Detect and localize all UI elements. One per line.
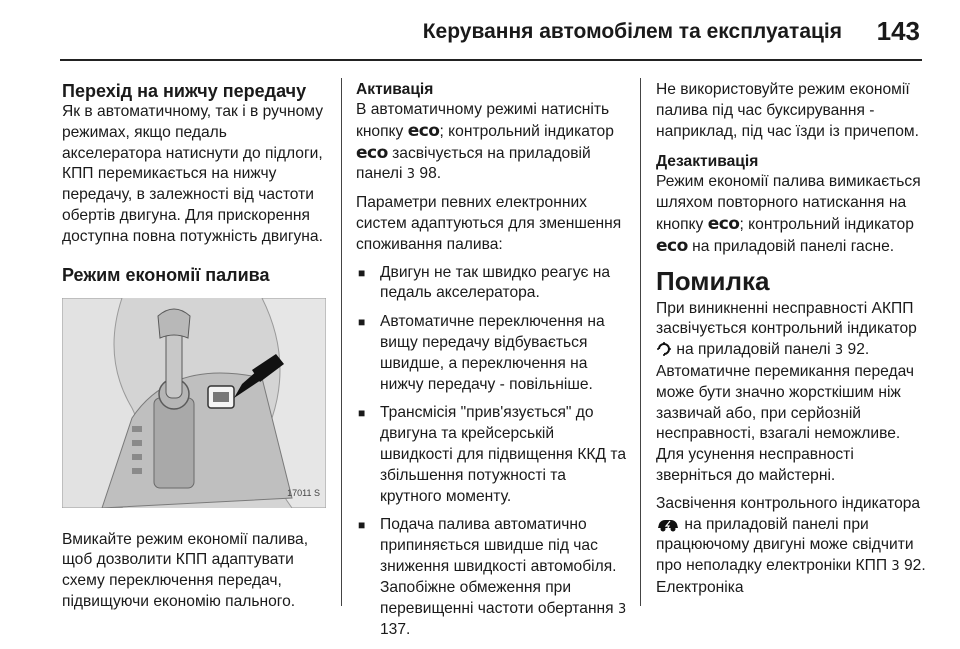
list-item: ■ Автоматичне переключення на вищу передачу відбувається швидше, а переключення на нижчу передачу - повільніше. [356, 312, 628, 395]
eco-effects-list [356, 263, 628, 642]
page-ref-link[interactable]: 98. [419, 165, 442, 183]
page-ref-arrow-icon: 3 [891, 559, 900, 575]
heading-activation: Активація [356, 81, 434, 98]
column-divider-2 [640, 78, 641, 606]
paragraph-towing: Не використовуйте режим економії палива під час буксирування - наприклад, під час їзди із причепом. [656, 81, 919, 140]
column-3 [656, 80, 928, 606]
page-ref-arrow-icon: 3 [406, 167, 416, 183]
paragraph-activation: В автоматичному режимі натисніть кнопку eco; контрольний індикатор eco засвічується на приладовій панелі 3 98. [356, 101, 614, 183]
page-ref-link[interactable]: 137. [380, 621, 411, 639]
page-ref-link[interactable]: 92. Автоматичне перемикання передач може бути значно жорсткішим ніж зазвичай або, при серйозній несправності, взагалі неможливе. Для усунення несправності зверніться до майстерні. [656, 341, 915, 484]
gear-selector-drawing [62, 298, 326, 508]
list-item: ■ Трансмісія "прив'язується" до двигуна та крейсерській швидкості для підвищення ККД та збільшення потужності та крутного моменту. [356, 403, 628, 507]
page-ref-arrow-icon: 3 [617, 601, 627, 617]
paragraph-indicator: Засвічення контрольного індикатора на приладовій панелі при працюючому двигуні може свідчити про неполадку електроніки КПП 3 92. Електроніка [656, 494, 926, 596]
header-title: Керування автомобілем та експлуатація [422, 20, 842, 43]
page-ref-link[interactable]: 92. Електроніка [656, 557, 926, 596]
eco-indicator-symbol: eco [656, 235, 688, 256]
figure-code: 17011 S [287, 487, 320, 498]
eco-button-symbol: eco [407, 120, 440, 141]
heading-deactivation: Дезактивація [656, 153, 759, 171]
list-item: ■ Подача палива автоматично припиняється швидше під час зниження швидкості автомобіля. Запобіжне обмеження при перевищенні частоти обертання 3 137. [356, 515, 628, 641]
gear-selector-illustration [62, 298, 326, 508]
eco-button-symbol: eco [707, 213, 740, 234]
heading-eco-mode: Режим економії палива [62, 264, 270, 285]
column-2 [356, 80, 628, 649]
transmission-warning-icon [656, 341, 672, 357]
list-item: ■ Двигун не так швидко реагує на педаль акселератора. [356, 263, 628, 305]
page-number: 143 [876, 16, 920, 46]
paragraph-parameters: Параметри певних електронних систем адаптуються для зменшення споживання палива: [356, 194, 622, 253]
car-warning-icon [656, 518, 680, 532]
paragraph-eco-intro: Вмикайте режим економії палива, щоб дозволити КПП адаптувати схему переключення передач, підвищуючи економію пального. [62, 530, 309, 610]
heading-error: Помилка [656, 265, 770, 296]
paragraph-error: При виникненні несправності АКПП засвічується контрольний індикатор на приладовій панелі 3 92. Автоматичне перемикання передач може бути значно жорсткішим ніж зазвичай або, при серйозній несправності, взагалі неможливе. Для усунення несправності зверніться до майстерні. [656, 299, 917, 484]
paragraph-deactivation: Режим економії палива вимикається шляхом повторного натискання на кнопку eco; контрольний індикатор eco на приладовій панелі гасне. [656, 173, 921, 256]
column-1 [62, 80, 330, 620]
column-divider-1 [341, 78, 342, 606]
eco-indicator-symbol: eco [356, 142, 388, 163]
heading-downshift: Перехід на нижчу передачу [62, 81, 307, 101]
page-ref-arrow-icon: 3 [834, 343, 844, 359]
paragraph-downshift: Як в автоматичному, так і в ручному режимах, якщо педаль акселератора натиснути до підлоги, КПП перемикається на нижчу передачу, в залежності від частоти обертів двигуна. Для прискорення доступна повна потужність двигуна. [62, 103, 323, 245]
header-rule [60, 59, 922, 61]
